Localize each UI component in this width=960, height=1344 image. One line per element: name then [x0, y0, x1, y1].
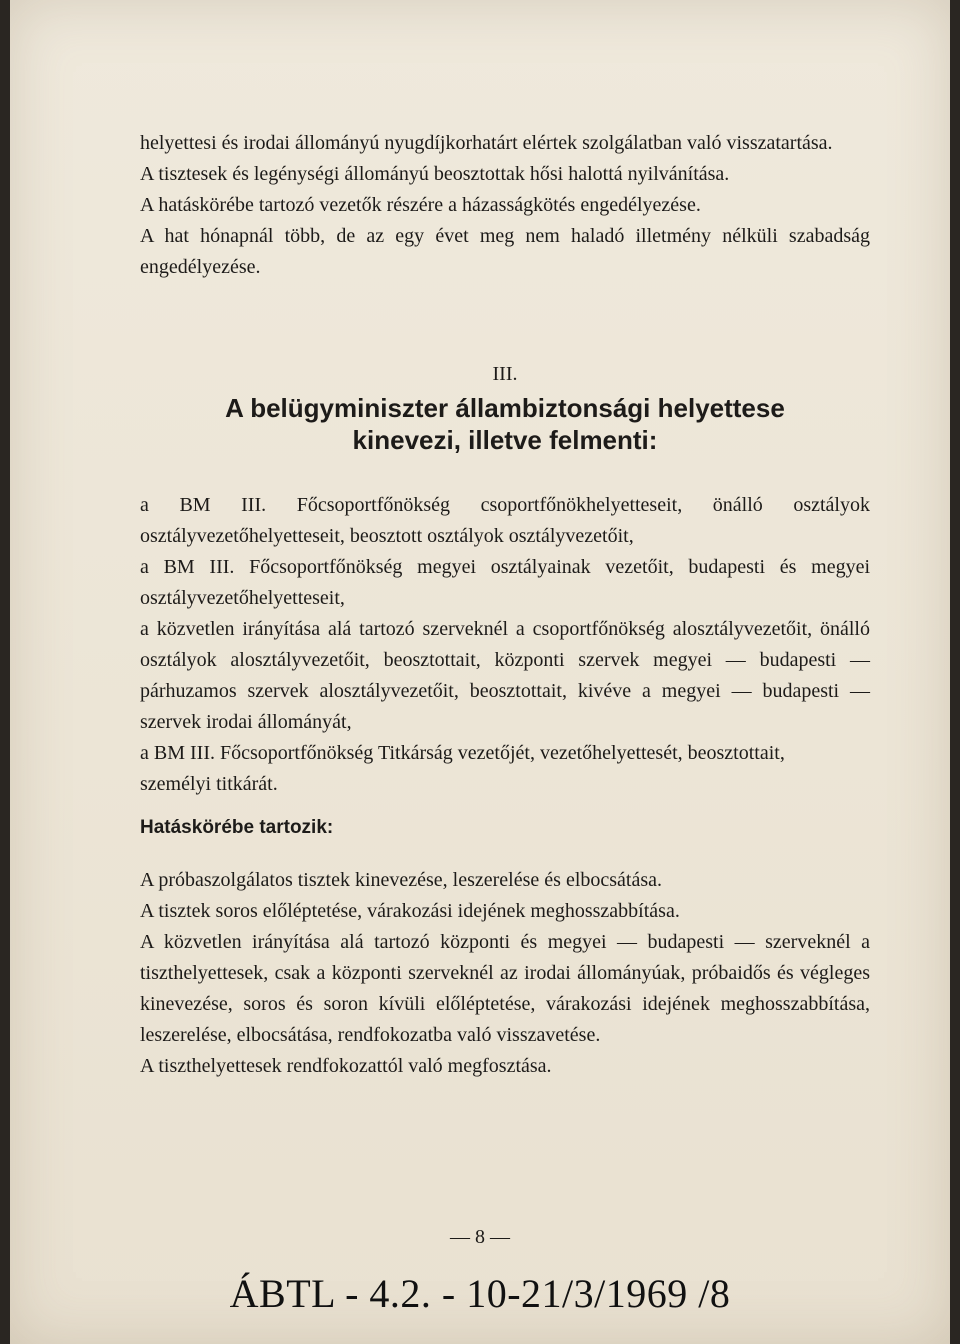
paragraph: A tisztesek és legénységi állományú beosztottak hősi halottá nyilvánítása.: [140, 163, 730, 185]
paragraph: A hat hónapnál több, de az egy évet meg nem haladó illetmény nélküli szabadság engedélyezése.: [140, 225, 870, 278]
paragraph: a BM III. Főcsoportfőnökség megyei osztályainak vezetőit, budapesti és megyei osztályvezetőhelyetteseit,: [140, 556, 870, 609]
paragraph: személyi titkárát.: [140, 773, 278, 795]
paragraph: A tisztek soros előléptetése, várakozási idejének meghosszabbítása.: [140, 900, 680, 922]
paragraph: a BM III. Főcsoportfőnökség Titkárság vezetőjét, vezetőhelyettesét, beosztottait,: [140, 742, 785, 764]
paragraph: A tiszthelyettesek rendfokozattól való megfosztása.: [140, 1055, 552, 1077]
section-heading-line1: A belügyminiszter állambiztonsági helyettese: [225, 393, 785, 423]
archive-stamp: ÁBTL - 4.2. - 10-21/3/1969 /8: [229, 1271, 731, 1316]
paragraph: a közvetlen irányítása alá tartozó szerveknél a csoportfőnökség alosztályvezetőit, önálló osztályok alosztályvezetőit, beosztottait, központi szervek megyei — budapesti — párhuzamos szervek alosztályvezetőit, beosztottait, kivéve a megyei — budapesti — szervek irodai állományát,: [140, 618, 870, 733]
document-page: [10, 0, 950, 1344]
section-heading-line2: kinevezi, illetve felmenti:: [352, 425, 658, 455]
paragraph: A közvetlen irányítása alá tartozó központi és megyei — budapesti — szerveknél a tiszthelyettesek, csak a központi szerveknél az irodai állományúak, próbaidős és végleges kinevezése, soros és soron kívüli előléptetése, várakozási idejének meghosszabbítása, leszerelése, elbocsátása, rendfokozatba való visszavetése.: [140, 931, 870, 1046]
paragraph: A hatáskörébe tartozó vezetők részére a házasságkötés engedélyezése.: [140, 194, 701, 216]
page-number: — 8 —: [450, 1226, 510, 1248]
section-numeral: III.: [492, 363, 518, 385]
page-body: [140, 128, 870, 1082]
section-heading: [140, 392, 870, 456]
paragraph: A próbaszolgálatos tisztek kinevezése, leszerelése és elbocsátása.: [140, 869, 663, 891]
paragraph: a BM III. Főcsoportfőnökség csoportfőnökhelyetteseit, önálló osztályok osztályvezetőhelyetteseit, beosztott osztályok osztályvezetőit,: [140, 494, 870, 547]
subheading: Hatáskörébe tartozik:: [140, 817, 334, 838]
paragraph: helyettesi és irodai állományú nyugdíjkorhatárt elértek szolgálatban való visszatartása.: [140, 132, 833, 154]
